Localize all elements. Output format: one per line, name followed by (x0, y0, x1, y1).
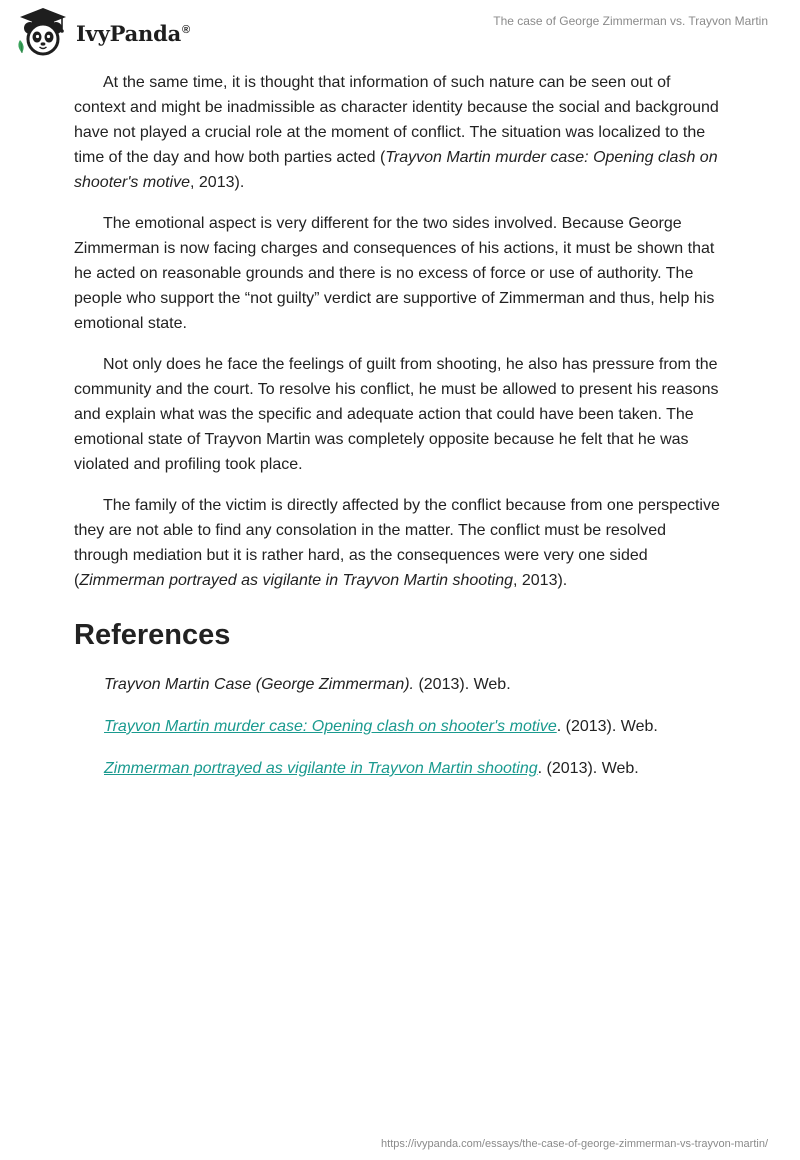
brand-name: IvyPanda® (76, 20, 190, 46)
references-heading: References (74, 619, 231, 651)
page-header (0, 0, 800, 64)
paragraph-2: The emotional aspect is very different for the two sides involved. Because George Zimmerman is now facing charges and consequences of his actions, it must be shown that he acted on reasonable grounds and there is no excess of force or use of authority. The people who support the “not guilty” verdict are supportive of Zimmerman and thus, help his emotional state. (74, 215, 715, 332)
citation-1: Trayvon Martin murder case: Opening clash on shooter's motive (74, 149, 718, 191)
reference-title: Trayvon Martin Case (George Zimmerman). (104, 676, 414, 693)
registered-mark: ® (182, 23, 190, 36)
reference-item-3: Zimmerman portrayed as vigilante in Trayvon Martin shooting. (2013). Web. (104, 760, 639, 777)
panda-graduate-logo-icon (14, 6, 72, 58)
citation-2: Zimmerman portrayed as vigilante in Trayvon Martin shooting (79, 572, 513, 589)
footer-url: https://ivypanda.com/essays/the-case-of-george-zimmerman-vs-trayvon-martin/ (381, 1138, 768, 1150)
reference-link-2[interactable]: Zimmerman portrayed as vigilante in Trayvon Martin shooting (104, 760, 538, 777)
paragraph-1: At the same time, it is thought that information of such nature can be seen out of context and might be inadmissible as character identity because the social and background have not played a crucial role at the moment of conflict. The situation was localized to the time of the day and how both parties acted (Trayvon Martin murder case: Opening clash on shooter's motive, 2013). (74, 74, 719, 191)
document-title: The case of George Zimmerman vs. Trayvon Martin (493, 14, 768, 28)
reference-item-1: Trayvon Martin Case (George Zimmerman). (2013). Web. (104, 676, 511, 693)
essay-content (74, 70, 724, 798)
reference-item-2: Trayvon Martin murder case: Opening clash on shooter's motive. (2013). Web. (104, 718, 658, 735)
ivypanda-logo[interactable] (14, 6, 190, 58)
reference-link-1[interactable]: Trayvon Martin murder case: Opening clash on shooter's motive (104, 718, 557, 735)
paragraph-3: Not only does he face the feelings of guilt from shooting, he also has pressure from the community and the court. To resolve his conflict, he must be allowed to present his reasons and explain what was the specific and adequate action that could have been taken. The emotional state of Trayvon Martin was completely opposite because he felt that he was violated and profiling took place. (74, 356, 719, 473)
paragraph-4: The family of the victim is directly affected by the conflict because from one perspective they are not able to find any consolation in the matter. The conflict must be resolved through mediation but it is rather hard, as the consequences were very one sided (Zimmerman portrayed as vigilante in Trayvon Martin shooting, 2013). (74, 497, 720, 589)
